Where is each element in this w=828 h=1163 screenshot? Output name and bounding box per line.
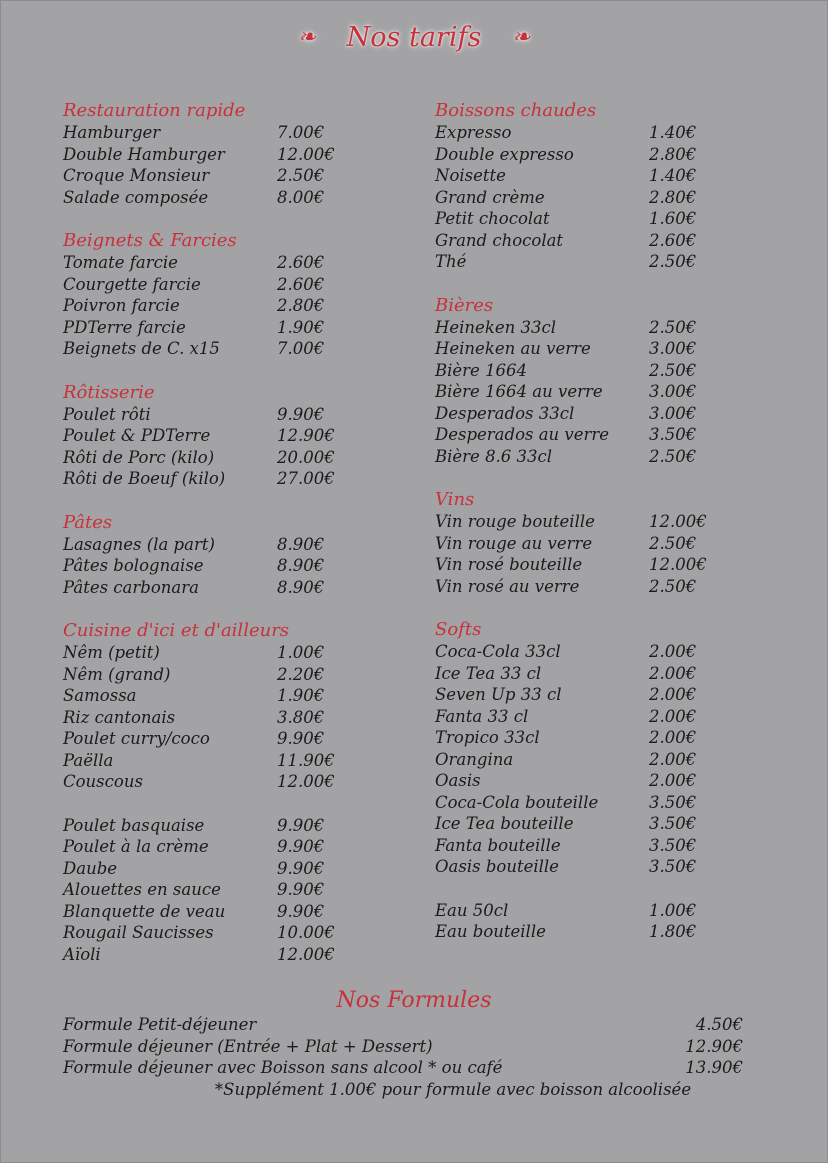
page-title	[0, 22, 828, 53]
item-price: 1.00€	[649, 900, 697, 920]
item-price: 11.90€	[277, 750, 335, 770]
item-name: Double Hamburger	[63, 144, 225, 164]
ornament-left-icon: ❧	[297, 25, 317, 50]
item-price: 10.00€	[277, 923, 335, 942]
item-name: Lasagnes (la part)	[63, 534, 215, 554]
menu-item	[435, 900, 765, 922]
item-price: 2.00€	[649, 728, 697, 747]
menu-item	[435, 706, 765, 728]
menu-item	[63, 404, 393, 426]
item-name: Double expresso	[435, 144, 574, 164]
item-price: 2.00€	[649, 663, 697, 683]
menu-section	[63, 793, 393, 966]
item-name: Rougail Saucisses	[63, 923, 214, 942]
item-name: Tomate farcie	[63, 253, 178, 272]
item-name: Grand crème	[435, 187, 545, 207]
section-gap	[63, 360, 393, 382]
item-name: Heineken au verre	[435, 339, 591, 358]
item-name: Daube	[63, 858, 118, 878]
item-price: 8.90€	[277, 556, 325, 575]
menu-item	[63, 664, 393, 686]
item-price: 3.00€	[649, 403, 697, 423]
menu-item	[63, 534, 393, 556]
item-price: 2.50€	[649, 317, 697, 337]
item-price: 3.00€	[649, 382, 697, 401]
item-name: Nêm (grand)	[63, 664, 171, 684]
item-name: Rôti de Boeuf (kilo)	[63, 469, 226, 488]
menu-item	[435, 251, 765, 273]
item-price: 27.00€	[277, 469, 335, 488]
item-name: Vin rouge au verre	[435, 533, 593, 553]
item-name: Poulet basquaise	[63, 815, 205, 835]
item-price: 9.90€	[277, 729, 325, 748]
item-name: Grand chocolat	[435, 230, 564, 250]
item-name: Petit chocolat	[435, 209, 550, 228]
formule-price: 12.90€	[685, 1036, 743, 1056]
menu-item	[435, 403, 765, 425]
menu-item	[435, 835, 765, 857]
menu-item	[63, 858, 393, 880]
item-name: PDTerre farcie	[63, 317, 186, 337]
formules-title: Nos Formules	[336, 988, 492, 1013]
menu-item	[435, 792, 765, 814]
menu-item	[63, 879, 393, 901]
item-name: Poulet curry/coco	[63, 729, 210, 748]
item-price: 9.90€	[277, 815, 325, 835]
menu-item	[63, 815, 393, 837]
item-price: 2.60€	[277, 253, 325, 272]
item-name: Alouettes en sauce	[63, 880, 221, 899]
menu-item	[63, 252, 393, 274]
menu-section	[435, 597, 765, 878]
item-price: 7.00€	[277, 339, 325, 358]
item-name: Courgette farcie	[63, 274, 201, 294]
item-price: 9.90€	[277, 858, 325, 878]
section-title: Restauration rapide	[63, 100, 246, 121]
formule-name: Formule déjeuner avec Boisson sans alcool * ou café	[63, 1058, 503, 1077]
menu-section	[435, 100, 765, 273]
menu-item	[63, 274, 393, 296]
menu-item	[435, 230, 765, 252]
menu-item	[435, 921, 765, 943]
item-price: 2.50€	[649, 360, 697, 380]
item-name: Fanta bouteille	[435, 835, 561, 855]
item-name: Vin rouge bouteille	[435, 512, 595, 531]
menu-section	[435, 878, 765, 943]
menu-item	[63, 707, 393, 729]
menu-section	[63, 100, 393, 208]
item-price: 3.00€	[649, 339, 697, 358]
item-name: Coca-Cola bouteille	[435, 792, 599, 812]
ornament-right-icon: ❧	[511, 25, 531, 50]
menu-item	[435, 317, 765, 339]
item-price: 1.90€	[277, 686, 325, 705]
item-price: 2.00€	[649, 685, 697, 704]
item-price: 3.50€	[649, 792, 697, 812]
menu-section	[435, 467, 765, 597]
menu-item	[435, 122, 765, 144]
menu-item	[63, 944, 393, 966]
item-price: 2.20€	[277, 664, 325, 684]
item-price: 2.60€	[649, 230, 697, 250]
item-name: Riz cantonais	[63, 707, 176, 727]
menu-item	[435, 424, 765, 446]
item-name: Pâtes carbonara	[63, 577, 199, 597]
section-gap	[435, 878, 765, 900]
formule-price: 4.50€	[695, 1015, 743, 1034]
title-text: Nos tarifs	[346, 22, 482, 53]
menu-item	[435, 727, 765, 749]
section-title: Cuisine d'ici et d'ailleurs	[63, 620, 290, 641]
item-price: 2.50€	[649, 252, 697, 271]
item-price: 2.00€	[649, 749, 697, 769]
menu-item	[435, 641, 765, 663]
menu-item	[63, 555, 393, 577]
item-name: Seven Up 33 cl	[435, 685, 562, 704]
item-price: 2.50€	[277, 166, 325, 185]
item-price: 8.90€	[277, 534, 325, 554]
item-name: Eau bouteille	[435, 922, 546, 941]
item-name: Desperados 33cl	[435, 403, 575, 423]
item-name: Orangina	[435, 749, 514, 769]
item-price: 9.90€	[277, 404, 325, 424]
section-gap	[435, 467, 765, 489]
item-price: 1.00€	[277, 643, 325, 662]
item-price: 9.90€	[277, 837, 325, 856]
menu-item	[435, 813, 765, 835]
section-gap	[63, 793, 393, 815]
item-name: Rôti de Porc (kilo)	[63, 447, 215, 467]
item-price: 3.50€	[649, 857, 697, 876]
item-price: 1.40€	[649, 166, 697, 185]
item-price: 1.60€	[649, 209, 697, 228]
item-price: 3.50€	[649, 814, 697, 833]
menu-item	[63, 642, 393, 664]
menu-item	[435, 360, 765, 382]
item-name: Oasis bouteille	[435, 857, 559, 876]
item-name: Tropico 33cl	[435, 728, 540, 747]
menu-item	[63, 685, 393, 707]
item-price: 12.00€	[277, 944, 335, 964]
menu-item	[63, 122, 393, 144]
item-name: Aïoli	[63, 944, 101, 964]
menu-item	[63, 295, 393, 317]
menu-item	[63, 187, 393, 209]
section-title: Boissons chaudes	[435, 100, 597, 121]
item-price: 1.40€	[649, 123, 697, 142]
item-name: Bière 1664	[435, 360, 528, 380]
item-name: Samossa	[63, 686, 137, 705]
formule-price: 13.90€	[685, 1058, 743, 1077]
menu-item	[435, 554, 765, 576]
right-column	[435, 100, 765, 943]
formule-item	[63, 1036, 763, 1058]
item-name: Blanquette de veau	[63, 901, 226, 921]
menu-item	[435, 187, 765, 209]
item-price: 2.80€	[277, 296, 325, 315]
item-name: Poulet à la crème	[63, 837, 209, 856]
item-name: Poulet & PDTerre	[63, 426, 211, 445]
item-price: 12.00€	[277, 772, 335, 791]
menu-item	[63, 425, 393, 447]
item-name: Croque Monsieur	[63, 166, 210, 185]
item-price: 9.90€	[277, 880, 325, 899]
item-price: 3.50€	[649, 835, 697, 855]
item-price: 12.00€	[649, 555, 707, 574]
item-price: 8.90€	[277, 577, 325, 597]
formule-name: Formule Petit-déjeuner	[63, 1015, 257, 1034]
item-name: Poulet rôti	[63, 404, 151, 424]
menu-item	[63, 447, 393, 469]
item-price: 2.50€	[649, 446, 697, 466]
menu-item	[435, 446, 765, 468]
formule-item	[63, 1057, 763, 1079]
section-title: Pâtes	[63, 511, 113, 533]
menu-item	[63, 836, 393, 858]
menu-item	[63, 901, 393, 923]
menu-item	[63, 922, 393, 944]
menu-section	[63, 598, 393, 793]
menu-item	[63, 728, 393, 750]
item-name: Noisette	[435, 166, 506, 185]
item-price: 1.80€	[649, 922, 697, 941]
item-name: Desperados au verre	[435, 425, 610, 444]
item-price: 1.90€	[277, 317, 325, 337]
menu-item	[63, 165, 393, 187]
formule-name: Formule déjeuner (Entrée + Plat + Dessert)	[63, 1036, 433, 1056]
menu-item	[63, 338, 393, 360]
menu-section	[63, 360, 393, 490]
menu-item	[435, 770, 765, 792]
item-name: Bière 8.6 33cl	[435, 446, 553, 466]
item-price: 12.90€	[277, 426, 335, 445]
item-name: Salade composée	[63, 187, 209, 207]
item-name: Vin rosé bouteille	[435, 555, 583, 574]
section-title: Bières	[435, 294, 494, 316]
menu-item	[63, 317, 393, 339]
section-gap	[63, 208, 393, 230]
menu-section	[63, 208, 393, 360]
item-price: 7.00€	[277, 123, 325, 142]
menu-item	[435, 576, 765, 598]
menu-item	[435, 533, 765, 555]
section-gap	[63, 598, 393, 620]
item-name: Ice Tea 33 cl	[435, 663, 542, 683]
item-price: 12.00€	[649, 512, 707, 531]
menu-item	[63, 577, 393, 599]
item-name: Heineken 33cl	[435, 317, 556, 337]
item-price: 2.00€	[649, 771, 697, 790]
menu-section	[63, 490, 393, 599]
menu-item	[435, 381, 765, 403]
section-title: Softs	[435, 619, 482, 640]
item-name: Ice Tea bouteille	[435, 814, 574, 833]
item-name: Bière 1664 au verre	[435, 382, 603, 401]
item-name: Couscous	[63, 772, 143, 791]
menu-item	[435, 684, 765, 706]
menu-item	[435, 511, 765, 533]
item-name: Vin rosé au verre	[435, 576, 580, 596]
item-price: 2.00€	[649, 642, 697, 661]
formules-list	[63, 1014, 763, 1100]
item-name: Oasis	[435, 771, 481, 790]
section-title: Rôtisserie	[63, 381, 155, 403]
section-gap	[63, 490, 393, 512]
menu-section	[435, 273, 765, 468]
section-title: Beignets & Farcies	[63, 230, 237, 251]
item-name: Paëlla	[63, 750, 114, 770]
item-name: Thé	[435, 252, 467, 271]
menu-item	[435, 338, 765, 360]
item-name: Fanta 33 cl	[435, 706, 529, 726]
formule-item	[63, 1014, 763, 1036]
section-gap	[435, 273, 765, 295]
item-name: Hamburger	[63, 123, 161, 142]
item-price: 20.00€	[277, 447, 335, 467]
menu-item	[435, 856, 765, 878]
menu-item	[63, 771, 393, 793]
menu-item	[435, 208, 765, 230]
menu-item	[435, 144, 765, 166]
left-column	[63, 100, 393, 965]
item-price: 9.90€	[277, 901, 325, 921]
item-name: Expresso	[435, 123, 512, 142]
menu-item	[435, 663, 765, 685]
menu-item	[435, 749, 765, 771]
menu-item	[435, 165, 765, 187]
item-price: 2.00€	[649, 706, 697, 726]
item-name: Nêm (petit)	[63, 643, 160, 662]
item-name: Coca-Cola 33cl	[435, 642, 561, 661]
item-price: 2.80€	[649, 144, 697, 164]
item-name: Poivron farcie	[63, 296, 180, 315]
menu-item	[63, 144, 393, 166]
item-price: 2.50€	[649, 576, 697, 596]
formule-note: *Supplément 1.00€ pour formule avec boisson alcoolisée	[214, 1079, 692, 1099]
menu-item	[63, 468, 393, 490]
item-price: 3.80€	[277, 707, 325, 727]
item-name: Eau 50cl	[435, 900, 509, 920]
item-price: 2.60€	[277, 274, 325, 294]
item-price: 3.50€	[649, 425, 697, 444]
item-name: Beignets de C. x15	[63, 339, 220, 358]
item-price: 12.00€	[277, 144, 335, 164]
item-price: 2.80€	[649, 187, 697, 207]
item-name: Pâtes bolognaise	[63, 556, 204, 575]
section-gap	[435, 597, 765, 619]
item-price: 8.00€	[277, 187, 325, 207]
item-price: 2.50€	[649, 533, 697, 553]
menu-item	[63, 750, 393, 772]
section-title: Vins	[435, 489, 475, 510]
